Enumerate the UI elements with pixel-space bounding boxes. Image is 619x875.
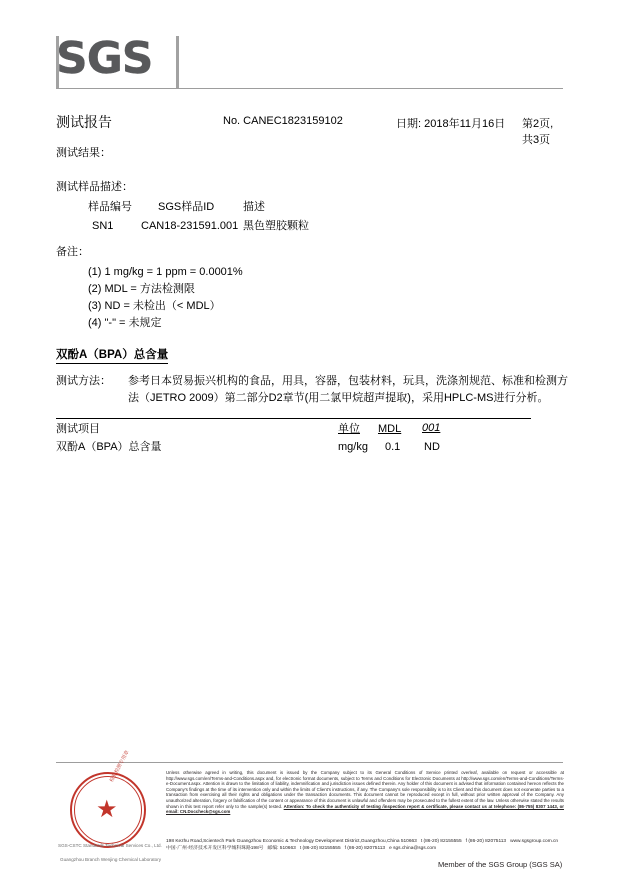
seal-caption-line1: SGS-CSTC Standards Technical Services Co., Ltd. [58, 843, 162, 848]
address-cn-email[interactable]: e sgs.china@sgs.com [389, 846, 437, 851]
result-table-header-mdl: MDL [378, 423, 402, 435]
remark-item: (1) 1 mg/kg = 1 ppm = 0.0001% [88, 266, 243, 278]
remark-item: (2) MDL = 方法检测限 [88, 283, 195, 295]
star-icon: ★ [96, 796, 118, 823]
header-divider [56, 88, 563, 89]
address-en-web[interactable]: www.sgsgroup.com.cn [510, 839, 559, 844]
remarks-label: 备注： [56, 246, 89, 258]
sgs-logo-text: SGS [56, 33, 153, 84]
result-table-header-item: 测试项目 [56, 423, 100, 435]
address-en-fax: f (86-20) 82075113 [465, 839, 507, 844]
sample-table-cell-desc: 黑色塑胶颗粒 [243, 220, 309, 232]
legal-attention[interactable]: Attention: To check the authenticity of testing /inspection report & certificate, please contact us at telephone: (86-755) 8307 1443, or email: CN.Doccheck@sgs.com [166, 803, 564, 815]
sample-table-header-id: 样品编号 [88, 201, 132, 213]
footer-legal-text [166, 770, 564, 815]
address-cn-fax: f (86-20) 82075113 [344, 846, 386, 851]
section-heading-bpa: 双酚A（BPA）总含量 [56, 346, 168, 364]
results-label: 测试结果： [56, 147, 111, 159]
test-method-label: 测试方法： [56, 375, 111, 387]
address-en: 198 Kezhu Road,Scientech Park Guangzhou Economic & Technology Development District,Guangzhou,China 510663 [166, 839, 417, 844]
result-table-rule [56, 418, 531, 419]
seal-arc-label: 检验检测专用章 [108, 749, 131, 784]
result-table-cell-mdl: 0.1 [385, 441, 401, 453]
remark-item: (4) "-" = 未规定 [88, 317, 162, 329]
sample-table-header-sgsid: SGS样品ID [158, 201, 215, 213]
result-table-cell-value: ND [424, 441, 440, 453]
seal-arc-text [62, 749, 154, 850]
result-table-cell-unit: mg/kg [338, 441, 368, 453]
test-method-line: 法（JETRO 2009）第二部分D2章节(用二氯甲烷超声提取)，采用HPLC-MS进行分析。 [128, 392, 549, 404]
test-method-line: 参考日本贸易振兴机构的食品，用具，容器，包装材料，玩具，洗涤剂规范、标准和检测方 [128, 375, 568, 387]
address-cn: 中国·广州·经济技术开发区科学城科珠路198号 [166, 846, 264, 851]
seal-caption-line2: Guangzhou Branch Wenjing Chemical Laboratory [60, 857, 162, 862]
footer-member-text: Member of the SGS Group (SGS SA) [438, 860, 563, 869]
address-cn-tel: t (86-20) 82155555 [299, 846, 341, 851]
sample-description-label: 测试样品描述： [56, 181, 133, 193]
title-row [56, 112, 563, 146]
result-table-header-sample: 001 [422, 422, 441, 434]
sample-table-cell-sgsid: CAN18-231591.001 [141, 220, 239, 232]
sample-table-cell-id: SN1 [92, 220, 114, 232]
address-cn-zip: 邮编: 510663 [267, 846, 296, 851]
result-table-cell-item: 双酚A（BPA）总含量 [56, 441, 162, 453]
remark-item: (3) ND = 未检出（< MDL） [88, 300, 221, 312]
page-number: 第2页,共3页 [522, 118, 554, 146]
company-seal [58, 749, 162, 862]
page-title: 测试报告 [56, 114, 112, 130]
footer-divider [56, 762, 563, 763]
report-date: 日期: 2018年11月16日 [396, 118, 506, 130]
report-number: No. CANEC1823159102 [223, 115, 343, 127]
address-en-tel: t (86-20) 82155555 [420, 839, 462, 844]
address-row-cn [166, 845, 564, 852]
result-table-header-unit: 单位 [338, 423, 360, 435]
legal-paragraph: Unless otherwise agreed in writing, this document is issued by the Company subject to its General Conditions of Service printed overleaf, available on request or accessible at http://www.sgs.com/en/Terms-and-Conditions.aspx and, for electronic format documents, subject to Terms and Conditions for Electronic Documents at http://www.sgs.com/en/Terms-and-Conditions/Terms-e-Document.aspx. Attention is drawn to the limitation of liability, indemnification and jurisdiction issues defined therein. Any holder of this document is advised that information contained hereon reflects the Company's findings at the time of its intervention only and within the limits of Client's instructions, if any. The Company's sole responsibility is to its Client and this document does not exonerate parties to a transaction from exercising all their rights and obligations under the transaction documents. This document cannot be reproduced except in full, without prior written approval of the Company. Any unauthorized alteration, forgery or falsification of the content or appearance of this document is unlawful and offenders may be prosecuted to the fullest extent of the law. Unless otherwise stated the results shown in this test report refer only to the sample(s) tested. [166, 770, 564, 809]
sgs-logo [56, 33, 180, 88]
address-row-en [166, 838, 564, 845]
footer-address-block [166, 838, 564, 852]
sample-table-header-desc: 描述 [243, 201, 265, 213]
